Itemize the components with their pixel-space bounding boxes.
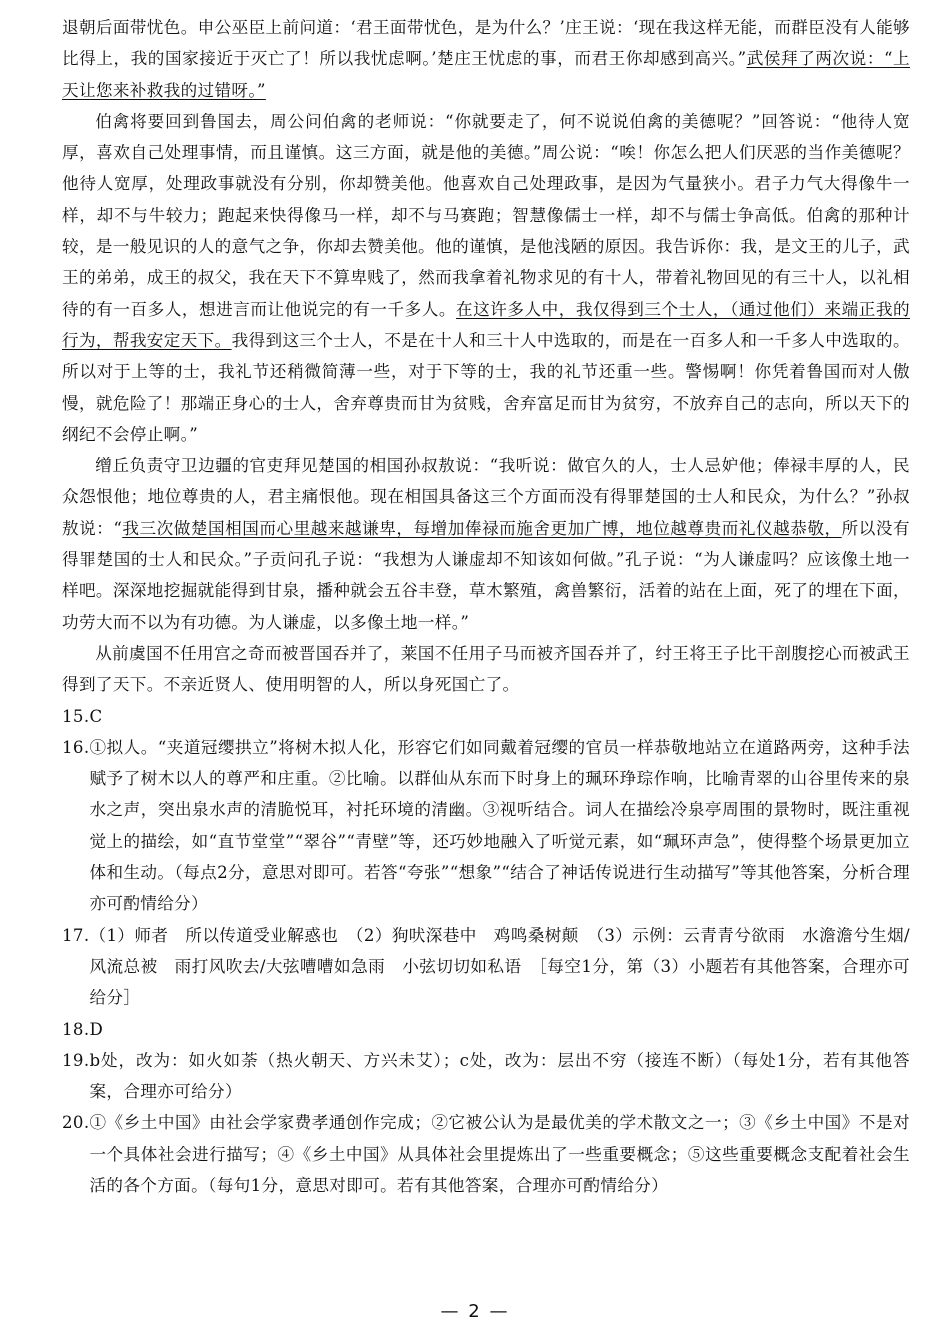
translation-paragraph-4 (62, 638, 910, 701)
translation-paragraph-2 (62, 106, 910, 450)
question-number: 19. (62, 1050, 90, 1070)
paragraph-text: 退朝后面带忧色。申公巫臣上前问道：‘君王面带忧色，是为什么？’庄王说：‘现在我这样无能，而群臣没有人能够比得上，我的国家接近于灭亡了！所以我忧虑啊。’楚庄王忧虑的事，而君王你却感到高兴。” (62, 18, 910, 69)
question-number: 17. (62, 925, 90, 945)
answer-text: （1）师者 所以传道受业解惑也 （2）狗吠深巷中 鸡鸣桑树颠 （3）示例：云青青兮欲雨 水澹澹兮生烟/风流总被 雨打风吹去/大弦嘈嘈如急雨 小弦切切如私语 ［每空1分，第（3）小题若有其他答案，合理亦可给分］ (89, 925, 910, 1008)
answer-page (62, 12, 910, 1201)
answer-text: D (89, 1019, 104, 1039)
answer-19 (62, 1045, 910, 1108)
paragraph-text: 缯丘负责守卫边疆的官吏拜见楚国的相国孙叔敖说：“我听说：做官久的人，士人忌妒他；俸禄丰厚的人，民众怨恨他；地位尊贵的人，君主痛恨他。现在相国具备这三个方面而没有得罪楚国的士人和民众，为什么？”孙叔敖说：“ (62, 456, 910, 538)
question-number: 20. (62, 1113, 90, 1133)
answer-16 (62, 732, 910, 920)
paragraph-text: 所以没有得罪楚国的士人和民众。”子贡问孔子说：“我想为人谦虚却不知该如何做。”孔子说：“为人谦虚吗？应该像土地一样吧。深深地挖掘就能得到甘泉，播种就会五谷丰登，草木繁殖，禽兽繁衍，活着的站在上面，死了的埋在下面，功劳大而不以为有功德。为人谦虚，以多像土地一样。” (62, 518, 910, 632)
answer-17 (62, 920, 910, 1014)
answer-text: ①拟人。“夹道冠缨拱立”将树木拟人化，形容它们如同戴着冠缨的官员一样恭敬地站立在道路两旁，这种手法赋予了树木以人的尊严和庄重。②比喻。以群仙从东而下时身上的珮环琤琮作响，比喻青翠的山谷里传来的泉水之声，突出泉水声的清脆悦耳，衬托环境的清幽。③视听结合。词人在描绘冷泉亭周围的景物时，既注重视觉上的描绘，如“直节堂堂”“翠谷”“青壁”等，还巧妙地融入了听觉元素，如“珮环声急”，使得整个场景更加立体和生动。（每点2分，意思对即可。若答“夸张”“想象”“结合了神话传说进行生动描写”等其他答案，分析合理亦可酌情给分） (89, 737, 910, 914)
paragraph-text: 从前虞国不任用宫之奇而被晋国吞并了，莱国不任用子马而被齐国吞并了，纣王将王子比干剖腹挖心而被武王得到了天下。不亲近贤人、使用明智的人，所以身死国亡了。 (62, 643, 910, 695)
page-number: — 2 — (440, 1301, 510, 1322)
answer-text: C (89, 706, 103, 726)
answer-text: ①《乡土中国》由社会学家费孝通创作完成；②它被公认为是最优美的学术散文之一；③《乡土中国》不是对一个具体社会进行描写；④《乡土中国》从具体社会里提炼出了一些重要概念；⑤这些重要概念支配着社会生活的各个方面。（每句1分，意思对即可。若有其他答案，合理亦可酌情给分） (89, 1113, 910, 1195)
paragraph-text: 我得到这三个士人，不是在十人和三十人中选取的，而是在一百多人和一千多人中选取的。所以对于上等的士，我礼节还稍微简薄一些，对于下等的士，我的礼节还重一些。警惕啊！你凭着鲁国而对人傲慢，就危险了！那端正身心的士人，舍弃尊贵而甘为贫贱，舍弃富足而甘为贫穷，不放弃自己的志向，所以天下的纲纪不会停止啊。” (62, 330, 911, 444)
question-number: 18. (62, 1019, 90, 1039)
underlined-text: 武侯拜了两次说：“上天让您来补救我的过错呀。” (62, 49, 910, 100)
question-number: 16. (62, 737, 90, 757)
answer-18 (62, 1014, 910, 1045)
answer-20 (62, 1107, 910, 1201)
paragraph-text: 伯禽将要回到鲁国去，周公问伯禽的老师说：“你就要走了，何不说说伯禽的美德呢？”回答说：“他待人宽厚，喜欢自己处理事情，而且谨慎。这三方面，就是他的美德。”周公说：“唉！你怎么把人们厌恶的当作美德呢？他待人宽厚，处理政事就没有分别，你却赞美他。他喜欢自己处理政事，是因为气量狭小。君子力气大得像牛一样，却不与牛较力；跑起来快得像马一样，却不与马赛跑；智慧像儒士一样，却不与儒士争高低。伯禽的那种计较，是一般见识的人的意气之争，你却去赞美他。他的谨慎，是他浅陋的原因。我告诉你：我，是文王的儿子，武王的弟弟，成王的叔父，我在天下不算卑贱了，然而我拿着礼物求见的有十人，带着礼物回见的有三十人，以礼相待的有一百多人，想进言而让他说完的有一千多人。 (62, 111, 910, 319)
translation-paragraph-1 (62, 12, 910, 106)
answer-text: b处，改为：如火如荼（热火朝天、方兴未艾）；c处，改为：层出不穷（接连不断）（每处1分，若有其他答案，合理亦可给分） (89, 1050, 910, 1102)
question-number: 15. (62, 706, 90, 726)
answer-15 (62, 701, 910, 732)
underlined-text: 我三次做楚国相国而心里越来越谦卑，每增加俸禄而施舍更加广博，地位越尊贵而礼仪越恭敬， (122, 518, 842, 538)
translation-paragraph-3 (62, 450, 910, 638)
underlined-text: 在这许多人中，我仅得到三个士人，（通过他们）来端正我的行为，帮我安定天下。 (62, 299, 910, 350)
